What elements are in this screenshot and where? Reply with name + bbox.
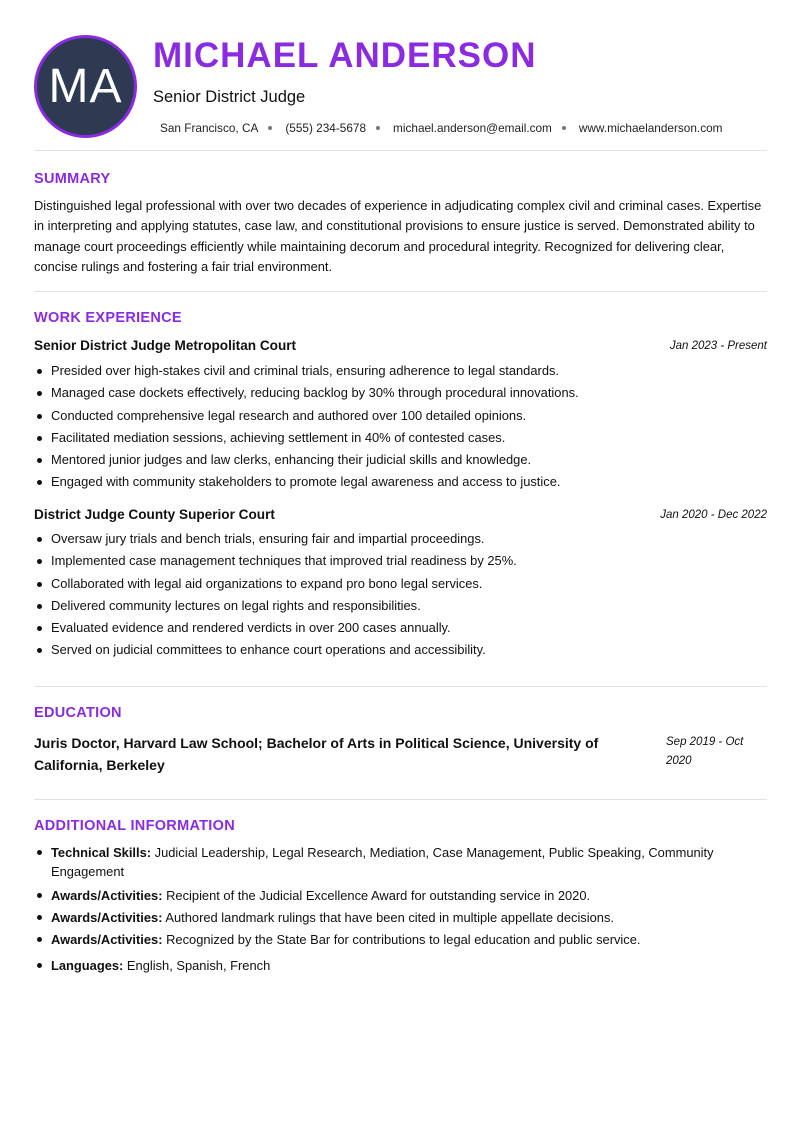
job-role: District Judge County Superior Court bbox=[34, 507, 275, 522]
bullet-item: Evaluated evidence and rendered verdicts in over 200 cases annually. bbox=[34, 618, 767, 640]
job-title: Senior District Judge bbox=[153, 88, 306, 106]
additional-item bbox=[34, 886, 767, 905]
bullet-item: Mentored junior judges and law clerks, enhancing their judicial skills and knowledge. bbox=[34, 450, 767, 472]
additional-label: Awards/Activities: bbox=[51, 932, 163, 947]
additional-label: Technical Skills: bbox=[51, 845, 152, 860]
bullet-item: Oversaw jury trials and bench trials, ensuring fair and impartial proceedings. bbox=[34, 529, 767, 551]
additional-text: Authored landmark rulings that have been cited in multiple appellate decisions. bbox=[162, 910, 614, 925]
divider bbox=[34, 291, 767, 292]
job-header bbox=[34, 338, 767, 356]
avatar bbox=[34, 35, 137, 138]
bullet-item: Conducted comprehensive legal research and authored over 100 detailed opinions. bbox=[34, 406, 767, 428]
additional-item bbox=[34, 908, 767, 927]
additional-text: Judicial Leadership, Legal Research, Mediation, Case Management, Public Speaking, Community Engagement bbox=[51, 845, 714, 879]
bullet-item: Presided over high-stakes civil and criminal trials, ensuring adherence to legal standards. bbox=[34, 361, 767, 383]
contact-location: San Francisco, CA bbox=[160, 121, 259, 135]
job-bullets bbox=[34, 361, 767, 495]
bullet-item: Collaborated with legal aid organizations to expand pro bono legal services. bbox=[34, 574, 767, 596]
additional-label: Languages: bbox=[51, 958, 124, 973]
separator-dot bbox=[562, 126, 566, 130]
divider bbox=[34, 150, 767, 151]
contact-website[interactable]: www.michaelanderson.com bbox=[578, 121, 723, 135]
summary-text: Distinguished legal professional with over two decades of experience in adjudicating complex civil and criminal cases. Expertise in interpreting and applying statutes, case law, and constitutional provisions to ensure justice is served. Demonstrated ability to manage court proceedings efficiently while maintaining decorum and procedural integrity. Recognized for delivering clear, concise rulings and fostering a fair trial environment. bbox=[34, 198, 762, 274]
additional-text: Recipient of the Judicial Excellence Award for outstanding service in 2020. bbox=[162, 888, 591, 903]
additional-item bbox=[34, 843, 767, 881]
additional-list bbox=[34, 843, 767, 975]
additional-text: English, Spanish, French bbox=[123, 958, 271, 973]
education-degree: Juris Doctor, Harvard Law School; Bachelor of Arts in Political Science, University of California, Berkeley bbox=[34, 735, 599, 773]
section-title-additional: ADDITIONAL INFORMATION bbox=[34, 818, 235, 834]
contact-info bbox=[160, 120, 722, 136]
bullet-item: Served on judicial committees to enhance court operations and accessibility. bbox=[34, 640, 767, 662]
job-header bbox=[34, 507, 767, 525]
separator-dot bbox=[268, 126, 272, 130]
job-dates: Jan 2023 - Present bbox=[669, 340, 767, 352]
avatar-initials: MA bbox=[48, 60, 123, 113]
divider bbox=[34, 799, 767, 800]
candidate-name: MICHAEL ANDERSON bbox=[153, 36, 537, 75]
education-dates: Sep 2019 - Oct 2020 bbox=[666, 736, 744, 767]
job-bullets bbox=[34, 529, 767, 663]
job-dates: Jan 2020 - Dec 2022 bbox=[660, 509, 767, 521]
section-title-summary: SUMMARY bbox=[34, 171, 111, 187]
job-role: Senior District Judge Metropolitan Court bbox=[34, 338, 297, 353]
section-title-experience: WORK EXPERIENCE bbox=[34, 310, 182, 326]
bullet-item: Implemented case management techniques that improved trial readiness by 25%. bbox=[34, 551, 767, 573]
contact-phone: (555) 234-5678 bbox=[285, 121, 367, 135]
additional-item bbox=[34, 930, 767, 949]
bullet-item: Managed case dockets effectively, reducing backlog by 30% through procedural innovations. bbox=[34, 383, 767, 405]
additional-item bbox=[34, 956, 767, 975]
bullet-item: Engaged with community stakeholders to promote legal awareness and access to justice. bbox=[34, 472, 767, 494]
bullet-item: Facilitated mediation sessions, achieving settlement in 40% of contested cases. bbox=[34, 428, 767, 450]
divider bbox=[34, 686, 767, 687]
additional-label: Awards/Activities: bbox=[51, 888, 163, 903]
bullet-item: Delivered community lectures on legal rights and responsibilities. bbox=[34, 596, 767, 618]
section-title-education: EDUCATION bbox=[34, 705, 122, 721]
additional-text: Recognized by the State Bar for contributions to legal education and public service. bbox=[162, 932, 641, 947]
separator-dot bbox=[376, 126, 380, 130]
contact-email[interactable]: michael.anderson@email.com bbox=[393, 121, 552, 135]
additional-label: Awards/Activities: bbox=[51, 910, 163, 925]
